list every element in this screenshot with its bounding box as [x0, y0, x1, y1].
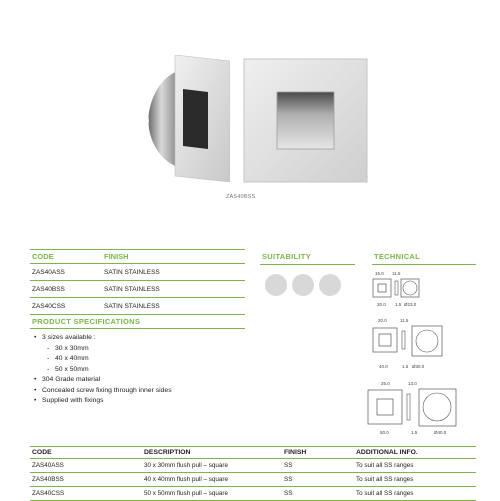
dimension-label: Ø23.0 — [404, 302, 417, 307]
code-cell: ZAS40ASS — [30, 459, 142, 473]
code-cell: ZAS40ASS — [30, 264, 102, 281]
code-cell: ZAS40CSS — [30, 487, 142, 501]
info-cell: To suit all SS ranges — [354, 487, 476, 501]
building-icon — [292, 274, 314, 296]
finish-cell: SS — [282, 459, 354, 473]
dimension-label: 20.0 — [378, 318, 387, 323]
flush-pull-front-photo — [243, 58, 368, 183]
code-cell: ZAS40CSS — [30, 298, 102, 315]
table-row — [30, 264, 245, 281]
finish-header: FINISH — [282, 447, 354, 459]
finish-cell: SATIN STAINLESS — [102, 298, 245, 315]
divider — [30, 328, 245, 329]
dimension-label: 15.0 — [375, 271, 384, 276]
description-cell: 40 x 40mm flush pull – square — [142, 473, 282, 487]
list-item: • 3 sizes available : — [34, 334, 96, 341]
drawing-50mm — [367, 388, 457, 428]
finish-cell: SATIN STAINLESS — [102, 264, 245, 281]
dimension-label: 11.5 — [400, 318, 409, 323]
code-cell: ZAS40BSS — [30, 281, 102, 298]
divider — [372, 264, 476, 265]
table-row — [30, 459, 476, 473]
description-cell: 30 x 30mm flush pull – square — [142, 459, 282, 473]
list-item: • 304 Grade material — [34, 376, 101, 383]
info-cell: To suit all SS ranges — [354, 459, 476, 473]
info-cell: To suit all SS ranges — [354, 473, 476, 487]
dimension-label: 1.5 — [411, 430, 418, 435]
dimension-label: 40.0 — [379, 364, 388, 369]
description-cell: 50 x 50mm flush pull – square — [142, 487, 282, 501]
suitability-title: SUITABILITY — [262, 252, 311, 261]
table-row — [30, 298, 245, 315]
product-table — [30, 446, 476, 501]
divider — [260, 264, 355, 265]
table-row — [30, 281, 245, 298]
list-item: - 50 x 50mm — [47, 365, 89, 373]
dimension-label: 11.5 — [392, 271, 401, 276]
dimension-label: 30.0 — [377, 302, 386, 307]
code-header: CODE — [30, 250, 102, 264]
list-item: • Concealed screw fixing through inner sides — [34, 386, 172, 394]
finish-header: FINISH — [102, 250, 245, 264]
description-header: DESCRIPTION — [142, 447, 282, 459]
finish-cell: SATIN STAINLESS — [102, 281, 245, 298]
dimension-label: 1.5 — [395, 302, 402, 307]
drawing-30mm — [372, 278, 420, 300]
flush-pull-side-photo — [145, 55, 230, 182]
code-cell: ZAS40BSS — [30, 473, 142, 487]
dimension-label: 13.0 — [408, 381, 417, 386]
product-specs-title: PRODUCT SPECIFICATIONS — [32, 317, 141, 326]
finish-cell: SS — [282, 487, 354, 501]
dimension-label: 50.0 — [380, 430, 389, 435]
technical-title: TECHNICAL — [374, 252, 421, 261]
dimension-label: Ø30.0 — [412, 364, 425, 369]
list-item: • Supplied with fixings — [34, 397, 104, 404]
dimension-label: 25.0 — [381, 381, 390, 386]
list-item: - 40 x 40mm — [47, 355, 89, 362]
photo-caption: ZAS40BSS — [226, 194, 256, 200]
drawing-40mm — [372, 325, 444, 359]
factory-icon — [319, 274, 341, 296]
product-specs-list — [33, 333, 248, 407]
table-row — [30, 473, 476, 487]
code-finish-table — [30, 249, 245, 315]
list-item: - 30 x 30mm — [47, 344, 89, 352]
indoor-use-icon — [265, 274, 287, 296]
table-row — [30, 487, 476, 501]
dimension-label: 1.5 — [402, 364, 409, 369]
additional-info-header: ADDITIONAL INFO. — [354, 447, 476, 459]
code-header: CODE — [30, 447, 142, 459]
finish-cell: SS — [282, 473, 354, 487]
dimension-label: Ø40.0 — [434, 430, 447, 435]
